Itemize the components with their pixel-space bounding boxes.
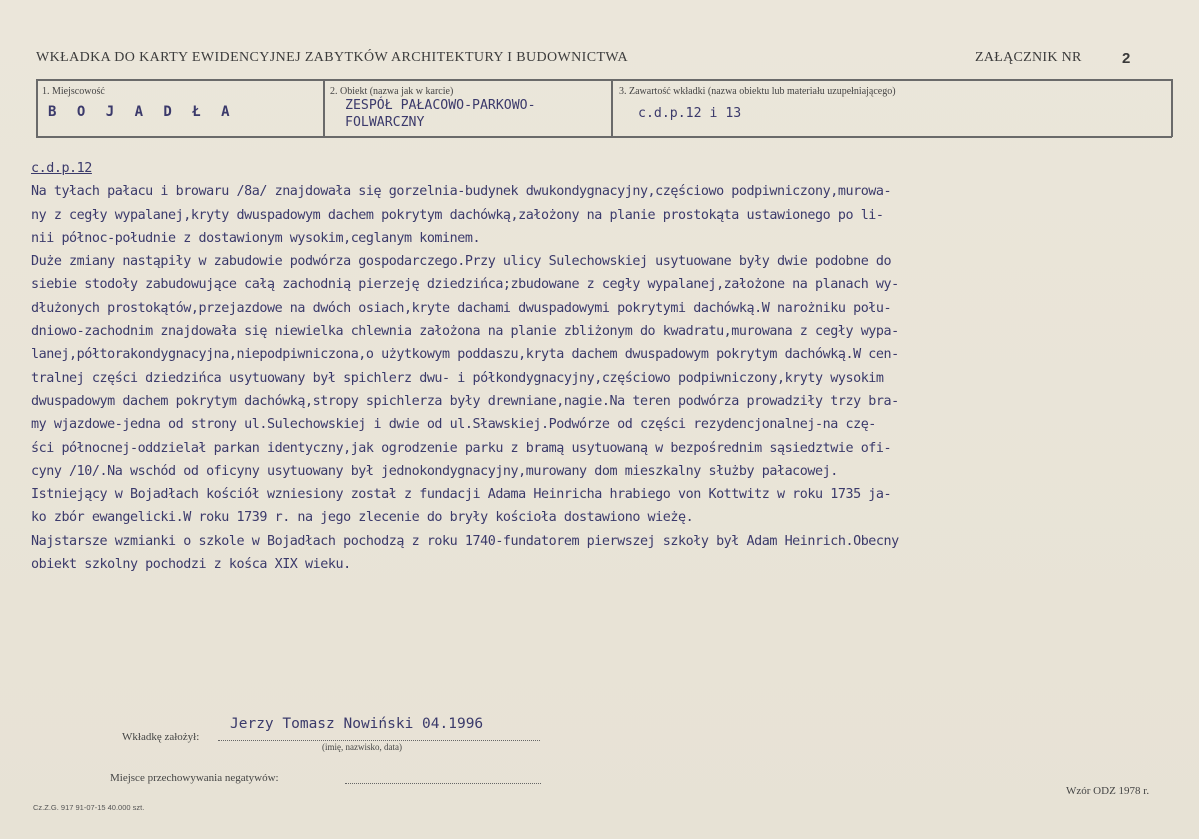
content-value: c.d.p.12 i 13 xyxy=(638,106,742,121)
body-line: ny z cegły wypalanej,kryty dwuspadowym dachem pokrytym dachówką,założony na planie prostokąta ustawionego po li- xyxy=(31,207,884,223)
body-line: nii północ-południe z dostawionym wysokim,ceglanym kominem. xyxy=(31,230,481,246)
body-line: tralnej części dziedzińca usytuowany był spichlerz dwu- i półkondygnacyjny,częściowo podpiwniczony,kryty wysokim xyxy=(31,370,884,386)
locality-label: 1. Miejscowość xyxy=(42,86,105,97)
body-line: siebie stodoły zabudowujące całą zachodnią pierzeję dziedzińca;zbudowane z cegły wypalanej,założone na planach wy- xyxy=(31,277,899,293)
content-label: 3. Zawartość wkładki (nazwa obiektu lub materiału uzupełniającego) xyxy=(619,86,896,97)
form-title: WKŁADKA DO KARTY EWIDENCYJNEJ ZABYTKÓW ARCHITEKTURY I BUDOWNICTWA xyxy=(36,50,628,65)
body-heading: c.d.p.12 xyxy=(31,161,92,176)
print-code: Cz.Z.G. 917 91-07-15 40.000 szt. xyxy=(33,803,145,812)
created-by-label: Wkładkę założył: xyxy=(122,731,200,743)
negatives-label: Miejsce przechowywania negatywów: xyxy=(110,772,279,784)
created-by-hint: (imię, nazwisko, data) xyxy=(322,742,402,752)
body-line: lanej,półtorakondygnacyjna,niepodpiwniczona,o użytkowym poddaszu,kryta dachem dwuspadowym pokrytym dachówką.W cen- xyxy=(31,347,899,363)
top-rule xyxy=(36,79,1172,81)
object-label: 2. Obiekt (nazwa jak w karcie) xyxy=(330,86,454,97)
body-line: dwuspadowym dachem pokrytym dachówką,stropy spichlerza były drewniane,nagie.Na teren podwórza prowadziły trzy bra- xyxy=(31,393,899,409)
body-line: Duże zmiany nastąpiły w zabudowie podwórza gospodarczego.Przy ulicy Sulechowskiej usytuowane były dwie podobne do xyxy=(31,254,892,270)
divider-1 xyxy=(323,79,325,137)
bottom-rule xyxy=(36,136,1172,138)
body-line: my wjazdowe-jedna od strony ul.Sulechowskiej i dwie od ul.Sławskiej.Podwórze od części rezydencjonalnej-na czę- xyxy=(31,417,876,433)
attachment-label: ZAŁĄCZNIK NR xyxy=(975,50,1082,65)
attachment-number: 2 xyxy=(1122,50,1131,67)
body-line: obiekt szkolny pochodzi z kośca XIX wieku. xyxy=(31,557,351,573)
divider-2 xyxy=(611,79,613,137)
left-border xyxy=(36,79,38,137)
object-value-line2: FOLWARCZNY xyxy=(345,115,425,130)
object-value-line1: ZESPÓŁ PAŁACOWO-PARKOWO- xyxy=(345,98,536,113)
negatives-dotted-line xyxy=(345,783,541,784)
locality-value: B O J A D Ł A xyxy=(48,104,236,120)
body-line: ko zbór ewangelicki.W roku 1739 r. na jego zlecenie do bryły kościoła dostawiono wieżę. xyxy=(31,510,694,526)
created-by-dotted-line xyxy=(218,740,540,741)
body-line: Najstarsze wzmianki o szkole w Bojadłach pochodzą z roku 1740-fundatorem pierwszej szkoły był Adam Heinrich.Obecny xyxy=(31,533,899,549)
body-line: dłużonych prostokątów,przejazdowe na dwóch osiach,kryte dachami dwuspadowymi pokrytymi dachówką.W narożniku połu- xyxy=(31,300,892,316)
body-line: dniowo-zachodnim znajdowała się niewielka chlewnia założona na planie zbliżonym do kwadratu,murowana z cegły wypa- xyxy=(31,324,899,340)
body-line: Istniejący w Bojadłach kościół wzniesiony został z fundacji Adama Heinricha hrabiego von Kottwitz w roku 1735 ja- xyxy=(31,487,892,503)
created-by-value: Jerzy Tomasz Nowiński 04.1996 xyxy=(230,716,484,732)
template-code: Wzór ODZ 1978 r. xyxy=(1066,785,1150,797)
body-line: Na tyłach pałacu i browaru /8a/ znajdowała się gorzelnia-budynek dwukondygnacyjny,częściowo podpiwniczony,murowa- xyxy=(31,184,892,200)
document-body xyxy=(31,157,1191,576)
right-border xyxy=(1171,79,1173,137)
body-line: cyny /10/.Na wschód od oficyny usytuowany był jednokondygnacyjny,murowany dom mieszkalny służby pałacowej. xyxy=(31,463,838,479)
body-line: ści północnej-oddzielał parkan identyczny,jak ogrodzenie parku z bramą usytuowaną w bezpośrednim sąsiedztwie ofi- xyxy=(31,440,892,456)
